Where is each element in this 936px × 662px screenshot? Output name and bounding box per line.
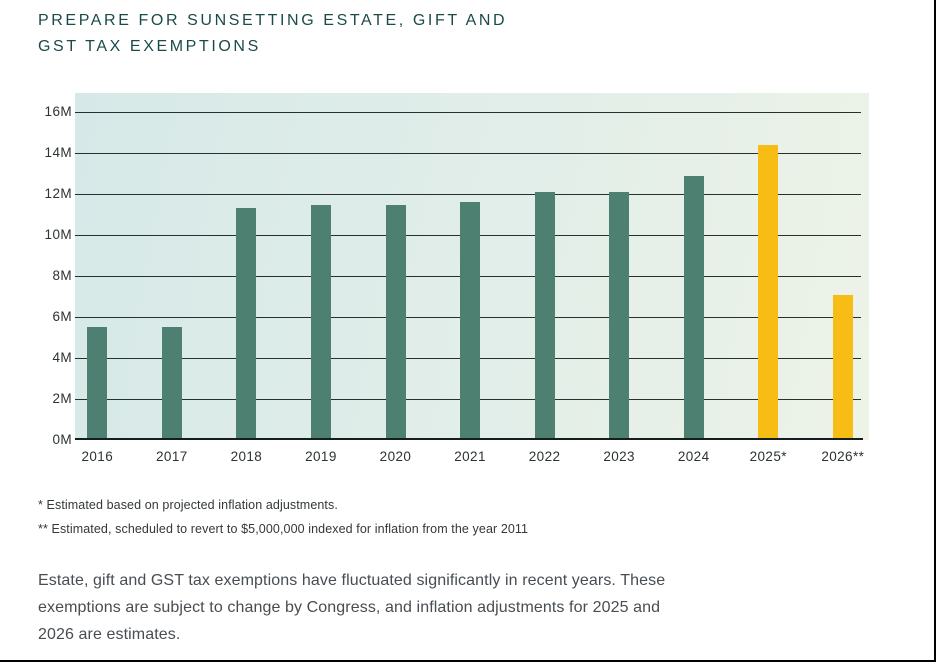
bar-2021 [460, 202, 480, 438]
y-tick-label: 8M [52, 268, 72, 283]
bar-2024 [684, 176, 704, 438]
bar-2018 [236, 208, 256, 438]
bar-2017 [162, 327, 182, 438]
plot-area [75, 93, 869, 440]
y-tick-label: 10M [44, 227, 72, 242]
footnotes [38, 498, 528, 546]
x-tick-label: 2023 [603, 449, 635, 464]
x-tick-label: 2020 [379, 449, 412, 464]
chart-title-line-2: GST TAX EXEMPTIONS [38, 38, 261, 55]
bar-2020 [386, 205, 406, 438]
bar-2022 [535, 192, 555, 438]
x-tick-label: 2021 [454, 449, 486, 464]
y-tick-label: 12M [44, 186, 72, 201]
bar-2026** [833, 295, 853, 439]
y-tick-label: 4M [52, 350, 72, 365]
x-tick-label: 2017 [156, 449, 188, 464]
y-tick-label: 14M [44, 145, 72, 160]
bar-2019 [311, 205, 331, 438]
x-tick-label: 2024 [677, 449, 710, 464]
y-tick-label: 0M [52, 432, 72, 447]
bar-2023 [609, 192, 629, 438]
x-tick-label: 2025* [749, 449, 787, 464]
x-tick-label: 2026** [821, 449, 865, 464]
x-tick-label: 2019 [305, 449, 337, 464]
summary-text: Estate, gift and GST tax exemptions have fluctuated significantly in recent years. These exemptions are subject to change by Congress, and inflation adjustments for 2025 and 2026 are estimates. [38, 572, 666, 643]
gridline [75, 194, 861, 195]
gridline [75, 112, 861, 113]
bar-2025* [758, 145, 778, 438]
x-tick-label: 2022 [528, 449, 561, 464]
bar-2016 [87, 327, 107, 438]
gridline [75, 153, 861, 154]
footnote-2: ** Estimated, scheduled to revert to $5,000,000 indexed for inflation from the year 2011 [38, 522, 529, 536]
x-axis-baseline [75, 438, 863, 440]
y-tick-label: 16M [44, 104, 72, 119]
footnote-1: * Estimated based on projected inflation adjustments. [38, 498, 338, 512]
chart-title-line-1: PREPARE FOR SUNSETTING ESTATE, GIFT AND [38, 12, 508, 29]
x-tick-label: 2018 [230, 449, 263, 464]
y-tick-label: 6M [52, 309, 72, 324]
x-tick-label: 2016 [81, 449, 114, 464]
chart-title [38, 8, 507, 60]
y-tick-label: 2M [52, 391, 72, 406]
